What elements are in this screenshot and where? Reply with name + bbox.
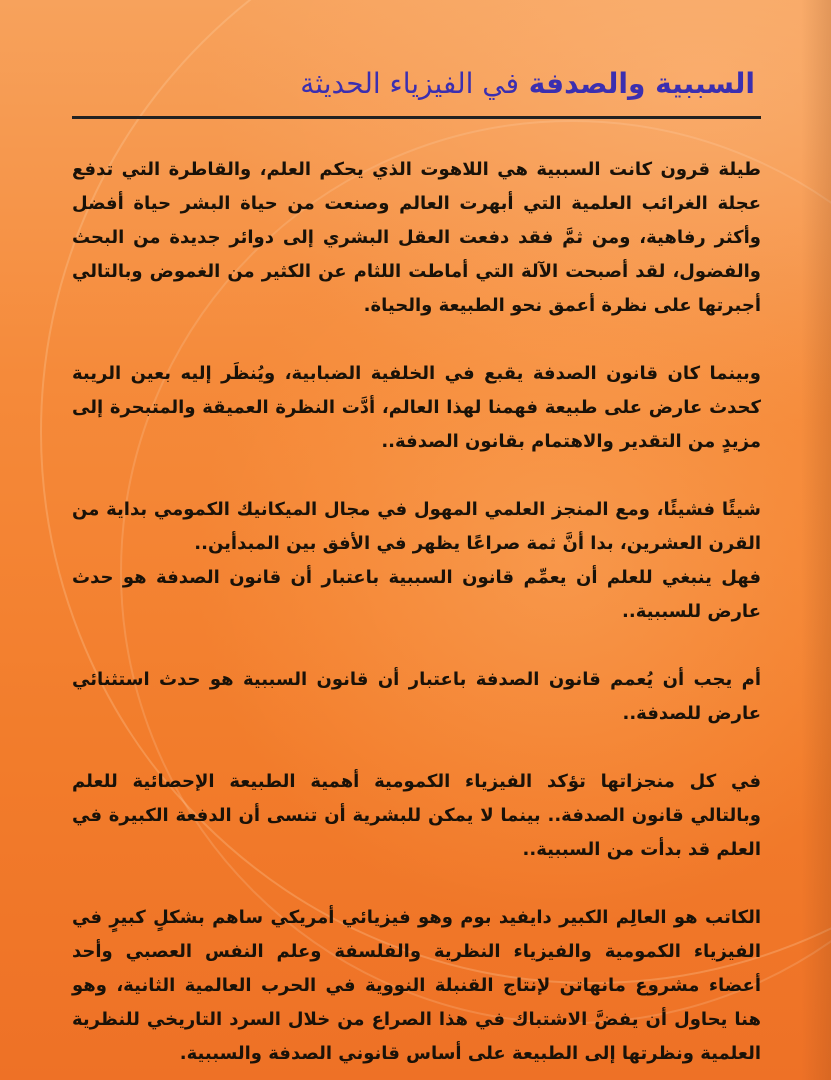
blurb-paragraph: في كل منجزاتها تؤكد الفيزياء الكمومية أهمية الطبيعة الإحصائية للعلم وبالتالي قانون الصدفة.. بينما لا يمكن للبشرية أن تنسى أن الدفعة الكبيرة في العلم قد بدأت من السببية.. (72, 771, 761, 860)
title-part-2: في الفيزياء الحديثة (300, 67, 520, 100)
blurb-content (72, 62, 761, 1071)
title-part-1: السببية والصدفة (528, 67, 755, 100)
paragraph-gap (72, 459, 761, 493)
blurb-paragraph: فهل ينبغي للعلم أن يعمِّم قانون السببية باعتبار أن قانون الصدفة هو حدث عارض للسببية.. (72, 567, 761, 622)
paragraph-gap (72, 867, 761, 901)
blurb-paragraph: أم يجب أن يُعمم قانون الصدفة باعتبار أن قانون السببية هو حدث استثنائي عارض للصدفة.. (72, 669, 761, 724)
paragraph-gap (72, 323, 761, 357)
blurb-paragraph: وبينما كان قانون الصدفة يقبع في الخلفية الضبابية، ويُنظَر إليه بعين الريبة كحدث عارض على طبيعة فهمنا لهذا العالم، أدَّت النظرة العميقة والمتبحرة إلى مزيدٍ من التقدير والاهتمام بقانون الصدفة.. (72, 363, 761, 452)
title-divider (72, 116, 761, 119)
paragraph-gap (72, 731, 761, 765)
spine-shadow (801, 0, 831, 1080)
paragraph-gap (72, 629, 761, 663)
blurb-paragraph: طيلة قرون كانت السببية هي اللاهوت الذي يحكم العلم، والقاطرة التي تدفع عجلة الغرائب العلمية التي أبهرت العالم وصنعت من حياة البشر حياة أفضل وأكثر رفاهية، ومن ثمَّ فقد دفعت العقل البشري إلى دوائر جديدة من البحث والفضول، لقد أصبحت الآلة التي أماطت اللثام عن الكثير من الغموض وبالتالي أجبرتها على نظرة أعمق نحو الطبيعة والحياة. (72, 159, 761, 316)
book-title (72, 62, 761, 106)
blurb-paragraph: شيئًا فشيئًا، ومع المنجز العلمي المهول في مجال الميكانيك الكمومي بداية من القرن العشرين، بدا أنَّ ثمة صراعًا يظهر في الأفق بين المبدأين.. (72, 499, 761, 554)
blurb-paragraph: الكاتب هو العالِم الكبير دايفيد بوم وهو فيزيائي أمريكي ساهم بشكلٍ كبيرٍ في الفيزياء الكمومية والفيزياء النظرية والفلسفة وعلم النفس العصبي وأحد أعضاء مشروع مانهاتن لإنتاج القنبلة النووية في الحرب العالمية الثانية، وهو هنا يحاول أن يفضَّ الاشتباك في هذا الصراع من خلال السرد التاريخي للنظرية العلمية ونظرتها إلى الطبيعة على أساس قانوني الصدفة والسببية. (72, 907, 761, 1064)
